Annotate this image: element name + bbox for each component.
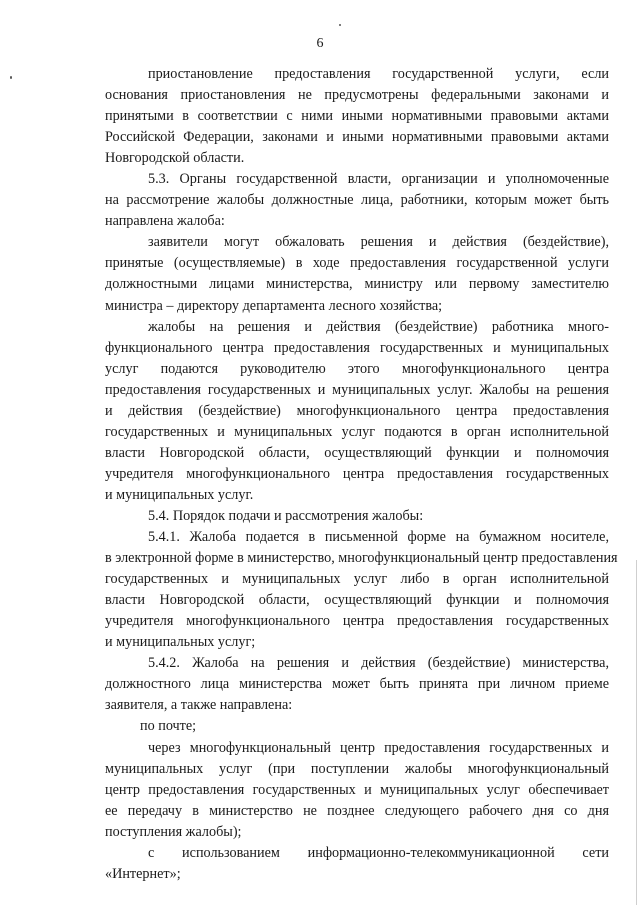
text-line: центр предоставления государственных и муниципальных услуг обеспечивает (105, 781, 609, 798)
text-line: «Интернет»; (105, 865, 181, 882)
text-line: функционального центра предоставления государственных и муниципальных (105, 339, 609, 356)
text-line: и муниципальных услуг. (105, 486, 254, 503)
text-line: жалобы на решения и действия (бездействие) работника много- (148, 318, 609, 335)
text-line: должностными лицами министерства, министру или первому заместителю (105, 276, 609, 293)
scan-edge-line (636, 560, 637, 905)
text-line: с использованием информационно-телекоммуникационной сети (148, 844, 609, 861)
text-line: учредителя многофункционального центра предоставления государственных (105, 465, 609, 482)
text-line: власти Новгородской области, осуществляющий функции и полномочия (105, 444, 609, 461)
text-line: должностного лица министерства может быть принята при личном приеме (105, 676, 609, 693)
text-line: и муниципальных услуг; (105, 634, 256, 651)
scan-speck (10, 76, 12, 79)
text-line: поступления жалобы); (105, 823, 242, 840)
text-line: направлена жалоба: (105, 213, 225, 230)
page-number: 6 (316, 36, 324, 51)
text-line: 5.3. Органы государственной власти, организации и уполномоченные (148, 171, 609, 188)
text-line: и действия (бездействие) многофункционального центра предоставления (105, 402, 609, 419)
text-line: в электронной форме в министерство, многофункциональный центр предоставления (105, 550, 618, 567)
text-line: государственных и муниципальных услуг либо в орган исполнительной (105, 571, 609, 588)
text-line: 5.4.1. Жалоба подается в письменной форме на бумажном носителе, (148, 529, 609, 546)
text-line: приостановление предоставления государственной услуги, если (148, 66, 609, 82)
text-line: основания приостановления не предусмотрены федеральными законами и (105, 87, 609, 104)
text-line: Российской Федерации, законами и иными нормативными правовыми актами (105, 129, 609, 146)
text-line: услуг подаются руководителю этого многофункционального центра (105, 360, 609, 377)
text-line: муниципальных услуг (при поступлении жалобы многофункциональный (105, 760, 609, 777)
text-line: государственных и муниципальных услуг подаются в орган исполнительной (105, 423, 609, 440)
text-line: принятые (осуществляемые) в ходе предоставления государственной услуги (105, 255, 609, 272)
text-line: заявителя, а также направлена: (105, 697, 293, 714)
text-line: на рассмотрение жалобы должностные лица, работники, которым может быть (105, 192, 609, 209)
text-line: заявители могут обжаловать решения и действия (бездействие), (148, 234, 609, 251)
text-line: через многофункциональный центр предоставления государственных и (148, 739, 609, 756)
text-line: власти Новгородской области, осуществляющий функции и полномочия (105, 592, 609, 609)
text-line: по почте; (140, 718, 197, 735)
text-line: 5.4. Порядок подачи и рассмотрения жалобы: (148, 507, 424, 524)
text-line: министра – директору департамента лесного хозяйства; (105, 297, 443, 314)
text-line: учредителя многофункционального центра предоставления государственных (105, 613, 609, 630)
scan-speck (339, 24, 341, 26)
document-body (105, 64, 618, 885)
text-line: принятыми в соответствии с ними иными нормативными правовыми актами (105, 108, 609, 125)
text-line: ее передачу в министерство не позднее следующего рабочего дня со дня (105, 802, 609, 819)
text-line: 5.4.2. Жалоба на решения и действия (бездействие) министерства, (148, 655, 609, 672)
text-line: Новгородской области. (105, 150, 245, 167)
text-line: предоставления государственных и муниципальных услуг. Жалобы на решения (105, 381, 609, 398)
